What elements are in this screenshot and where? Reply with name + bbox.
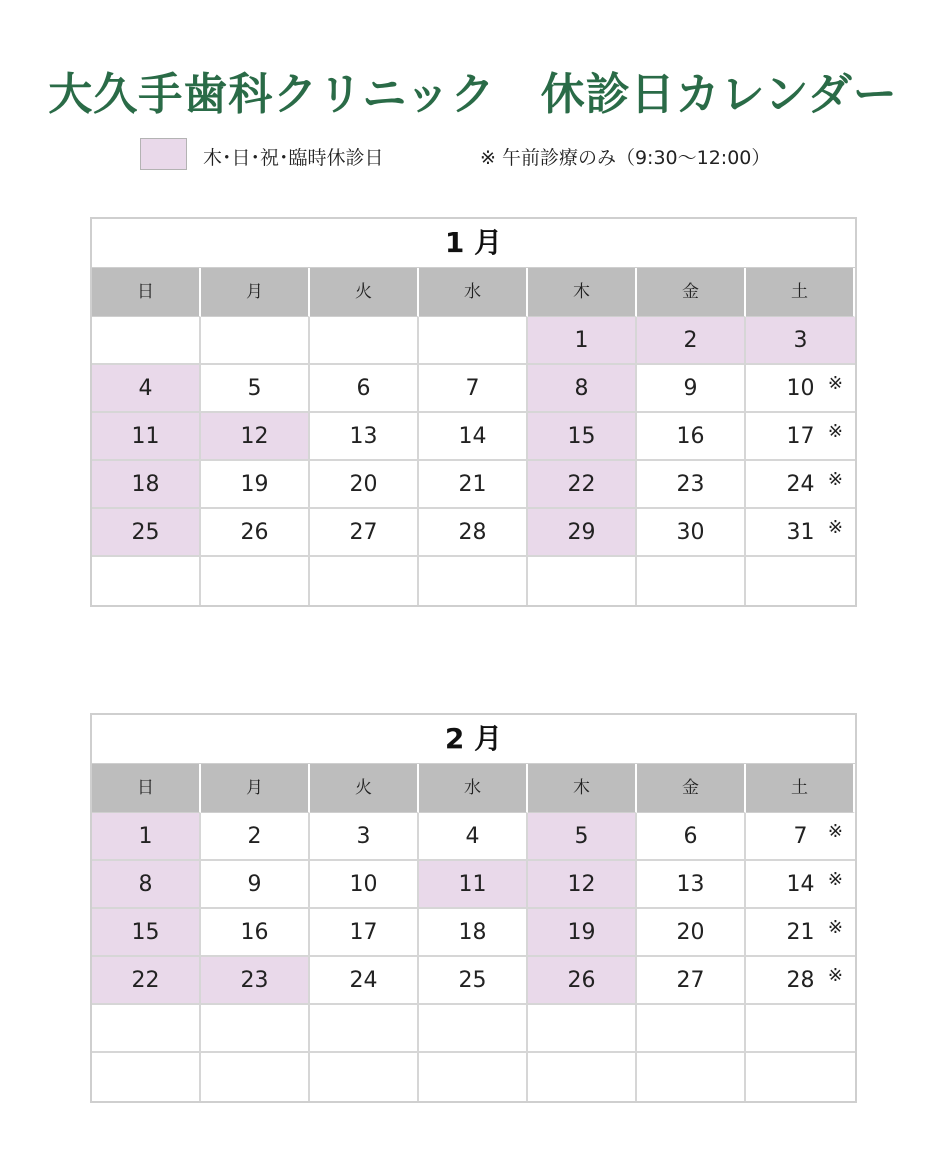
day-cell-closed [92, 461, 201, 509]
day-cell [419, 317, 528, 365]
weekday-header: 日 [92, 268, 201, 317]
day-number: 7 [465, 376, 480, 401]
day-cell [201, 317, 310, 365]
day-number: 1 [138, 824, 153, 849]
month-title: 1 月 [92, 219, 855, 268]
day-number: 13 [676, 872, 705, 897]
day-cell [419, 1053, 528, 1101]
day-number: 1 [574, 328, 589, 353]
weekday-header: 土 [746, 268, 855, 317]
day-number: 23 [676, 472, 705, 497]
day-number: 4 [138, 376, 153, 401]
day-number: 22 [567, 472, 596, 497]
day-cell [528, 1005, 637, 1053]
weekday-header: 木 [528, 764, 637, 813]
day-cell [201, 1005, 310, 1053]
day-number: 9 [683, 376, 698, 401]
day-number: 10 [349, 872, 378, 897]
day-cell [92, 1005, 201, 1053]
day-cell [201, 861, 310, 909]
weekday-header: 月 [201, 268, 310, 317]
day-number: 5 [247, 376, 262, 401]
day-number: 21 [458, 472, 487, 497]
day-number: 19 [240, 472, 269, 497]
legend-closed-label: 木･日･祝･臨時休診日 [203, 147, 384, 169]
day-cell-closed [528, 413, 637, 461]
day-cell [637, 557, 746, 605]
day-cell-closed [637, 317, 746, 365]
day-cell [637, 957, 746, 1005]
day-cell [637, 813, 746, 861]
day-cell [419, 557, 528, 605]
day-number: 8 [138, 872, 153, 897]
month-title: 2 月 [92, 715, 855, 764]
day-cell-closed [92, 861, 201, 909]
day-number: 20 [676, 920, 705, 945]
day-cell [746, 813, 855, 861]
weekday-header: 土 [746, 764, 855, 813]
day-number: 7 [793, 824, 808, 849]
day-cell [419, 909, 528, 957]
day-cell [528, 1053, 637, 1101]
legend-morning-note: ※ 午前診療のみ（9:30～12:00） [480, 147, 771, 169]
calendar-grid [92, 764, 855, 1101]
day-number: 23 [240, 968, 269, 993]
day-cell-closed [419, 861, 528, 909]
day-number: 2 [683, 328, 698, 353]
day-cell [92, 1053, 201, 1101]
day-cell [746, 509, 855, 557]
day-number: 24 [786, 472, 815, 497]
day-cell [528, 557, 637, 605]
day-number: 13 [349, 424, 378, 449]
day-cell-closed [528, 509, 637, 557]
day-cell [92, 557, 201, 605]
weekday-header: 火 [310, 268, 419, 317]
day-cell [201, 909, 310, 957]
calendar-grid [92, 268, 855, 605]
day-cell [419, 413, 528, 461]
day-number: 6 [683, 824, 698, 849]
day-cell [310, 909, 419, 957]
day-cell [201, 365, 310, 413]
day-number: 14 [458, 424, 487, 449]
day-cell-closed [746, 317, 855, 365]
day-number: 16 [676, 424, 705, 449]
day-cell [419, 509, 528, 557]
day-cell-closed [528, 813, 637, 861]
day-cell [746, 909, 855, 957]
weekday-header: 水 [419, 268, 528, 317]
day-cell [746, 1053, 855, 1101]
day-number: 26 [567, 968, 596, 993]
day-number: 21 [786, 920, 815, 945]
weekday-header: 火 [310, 764, 419, 813]
day-cell-closed [528, 317, 637, 365]
day-cell [746, 413, 855, 461]
morning-only-mark: ※ [827, 869, 843, 890]
day-cell [310, 461, 419, 509]
day-number: 27 [349, 520, 378, 545]
day-cell [310, 509, 419, 557]
day-cell [92, 317, 201, 365]
day-number: 4 [465, 824, 480, 849]
day-number: 11 [458, 872, 487, 897]
day-cell [419, 813, 528, 861]
day-number: 25 [458, 968, 487, 993]
day-cell-closed [92, 509, 201, 557]
day-cell-closed [92, 365, 201, 413]
day-number: 5 [574, 824, 589, 849]
day-number: 14 [786, 872, 815, 897]
day-cell [310, 957, 419, 1005]
day-number: 11 [131, 424, 160, 449]
weekday-header: 水 [419, 764, 528, 813]
day-number: 8 [574, 376, 589, 401]
day-number: 2 [247, 824, 262, 849]
day-cell-closed [92, 957, 201, 1005]
day-number: 28 [458, 520, 487, 545]
day-number: 12 [240, 424, 269, 449]
day-number: 3 [356, 824, 371, 849]
weekday-header: 木 [528, 268, 637, 317]
page-title: 大久手歯科クリニック 休診日カレンダー [48, 69, 898, 120]
day-cell-closed [528, 365, 637, 413]
day-cell [637, 909, 746, 957]
day-cell [637, 1053, 746, 1101]
day-cell [746, 957, 855, 1005]
day-cell-closed [528, 909, 637, 957]
day-number: 20 [349, 472, 378, 497]
morning-only-mark: ※ [827, 917, 843, 938]
day-cell [310, 1053, 419, 1101]
day-number: 10 [786, 376, 815, 401]
day-cell [201, 557, 310, 605]
day-number: 18 [131, 472, 160, 497]
day-cell [746, 461, 855, 509]
day-cell [310, 317, 419, 365]
day-number: 27 [676, 968, 705, 993]
day-cell [746, 557, 855, 605]
day-number: 3 [793, 328, 808, 353]
day-cell [746, 1005, 855, 1053]
day-number: 9 [247, 872, 262, 897]
morning-only-mark: ※ [827, 421, 843, 442]
day-cell-closed [201, 957, 310, 1005]
day-cell [419, 365, 528, 413]
day-number: 15 [131, 920, 160, 945]
day-number: 24 [349, 968, 378, 993]
day-cell-closed [92, 413, 201, 461]
day-cell [201, 509, 310, 557]
morning-only-mark: ※ [827, 373, 843, 394]
day-number: 15 [567, 424, 596, 449]
day-number: 17 [349, 920, 378, 945]
calendar-january [90, 217, 857, 607]
morning-only-mark: ※ [827, 517, 843, 538]
day-cell-closed [92, 813, 201, 861]
day-cell [310, 365, 419, 413]
weekday-header: 金 [637, 764, 746, 813]
morning-only-mark: ※ [827, 469, 843, 490]
morning-only-mark: ※ [827, 821, 843, 842]
day-cell [419, 1005, 528, 1053]
day-cell [201, 1053, 310, 1101]
day-cell [637, 861, 746, 909]
day-cell-closed [528, 957, 637, 1005]
day-cell [310, 413, 419, 461]
morning-only-mark: ※ [827, 965, 843, 986]
day-cell [419, 957, 528, 1005]
day-number: 22 [131, 968, 160, 993]
day-cell-closed [201, 413, 310, 461]
day-cell [419, 461, 528, 509]
day-cell-closed [92, 909, 201, 957]
day-cell-closed [528, 861, 637, 909]
day-number: 29 [567, 520, 596, 545]
day-cell-closed [528, 461, 637, 509]
day-cell [310, 861, 419, 909]
day-number: 16 [240, 920, 269, 945]
day-cell [637, 365, 746, 413]
day-cell [637, 509, 746, 557]
day-cell [310, 557, 419, 605]
day-cell [310, 1005, 419, 1053]
weekday-header: 月 [201, 764, 310, 813]
day-cell [637, 1005, 746, 1053]
day-cell [746, 365, 855, 413]
day-number: 30 [676, 520, 705, 545]
day-number: 26 [240, 520, 269, 545]
day-cell [637, 413, 746, 461]
weekday-header: 金 [637, 268, 746, 317]
day-number: 17 [786, 424, 815, 449]
weekday-header: 日 [92, 764, 201, 813]
day-number: 28 [786, 968, 815, 993]
day-number: 12 [567, 872, 596, 897]
calendar-february [90, 713, 857, 1103]
day-cell [201, 461, 310, 509]
day-number: 31 [786, 520, 815, 545]
day-cell [310, 813, 419, 861]
day-number: 6 [356, 376, 371, 401]
day-cell [201, 813, 310, 861]
day-number: 19 [567, 920, 596, 945]
legend-closed-swatch [140, 138, 187, 170]
day-cell [746, 861, 855, 909]
day-number: 25 [131, 520, 160, 545]
day-number: 18 [458, 920, 487, 945]
day-cell [637, 461, 746, 509]
